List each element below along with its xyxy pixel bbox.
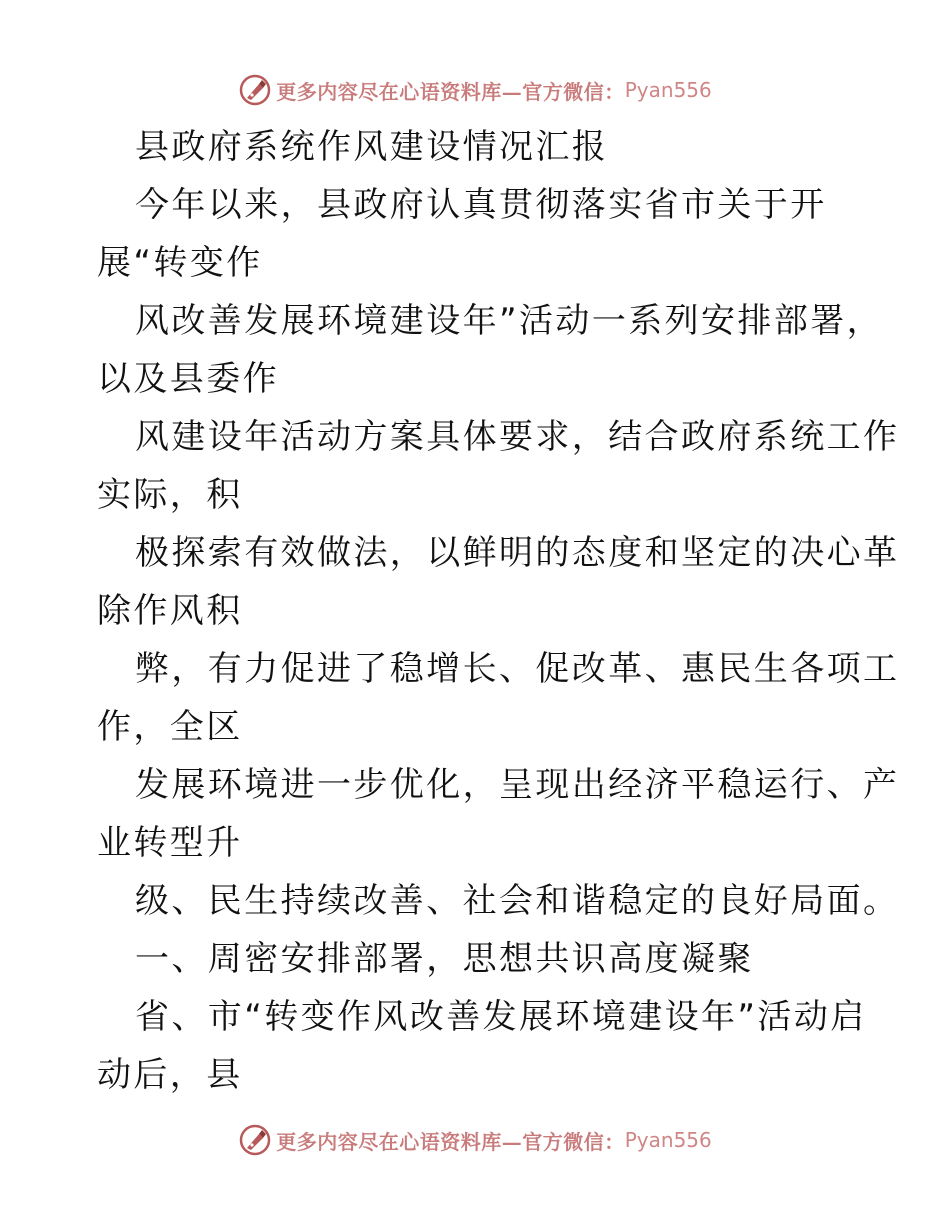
- paragraph-line: 展“转变作: [97, 243, 263, 283]
- paragraph-line: 作，全区: [97, 707, 243, 747]
- paragraph-line: 实际，积: [97, 475, 243, 515]
- paragraph-line: 发展环境进一步优化，呈现出经济平稳运行、产: [135, 765, 900, 805]
- section-heading: 一、周密安排部署，思想共识高度凝聚: [135, 939, 754, 979]
- paragraph-line: 以及县委作: [97, 359, 279, 399]
- paragraph-line: 级、民生持续改善、社会和谐稳定的良好局面。: [135, 881, 900, 921]
- paragraph-line: 今年以来，县政府认真贯彻落实省市关于开: [135, 185, 827, 225]
- watermark-text: 更多内容尽在心语资料库—官方微信：: [276, 79, 625, 104]
- paragraph-line: 风建设年活动方案具体要求，结合政府系统工作: [135, 417, 900, 457]
- paragraph-line: 风改善发展环境建设年”活动一系列安排部署，: [135, 301, 884, 341]
- paragraph-line: 动后，县: [97, 1055, 243, 1095]
- paragraph-line: 极探索有效做法，以鲜明的态度和坚定的决心革: [135, 533, 900, 573]
- paragraph-line: 业转型升: [97, 823, 243, 863]
- watermark-handle: Pyan556: [624, 78, 712, 102]
- paragraph-line: 省、市“转变作风改善发展环境建设年”活动启: [135, 997, 867, 1037]
- paragraph-line: 除作风积: [97, 591, 243, 631]
- pen-nib-seal-icon: [238, 1123, 272, 1157]
- document-title: 县政府系统作风建设情况汇报: [135, 127, 609, 167]
- paragraph-line: 弊，有力促进了稳增长、促改革、惠民生各项工: [135, 649, 900, 689]
- watermark-handle: Pyan556: [624, 1128, 712, 1152]
- footer-watermark: [0, 1120, 950, 1160]
- watermark-text: 更多内容尽在心语资料库—官方微信：: [276, 1129, 625, 1154]
